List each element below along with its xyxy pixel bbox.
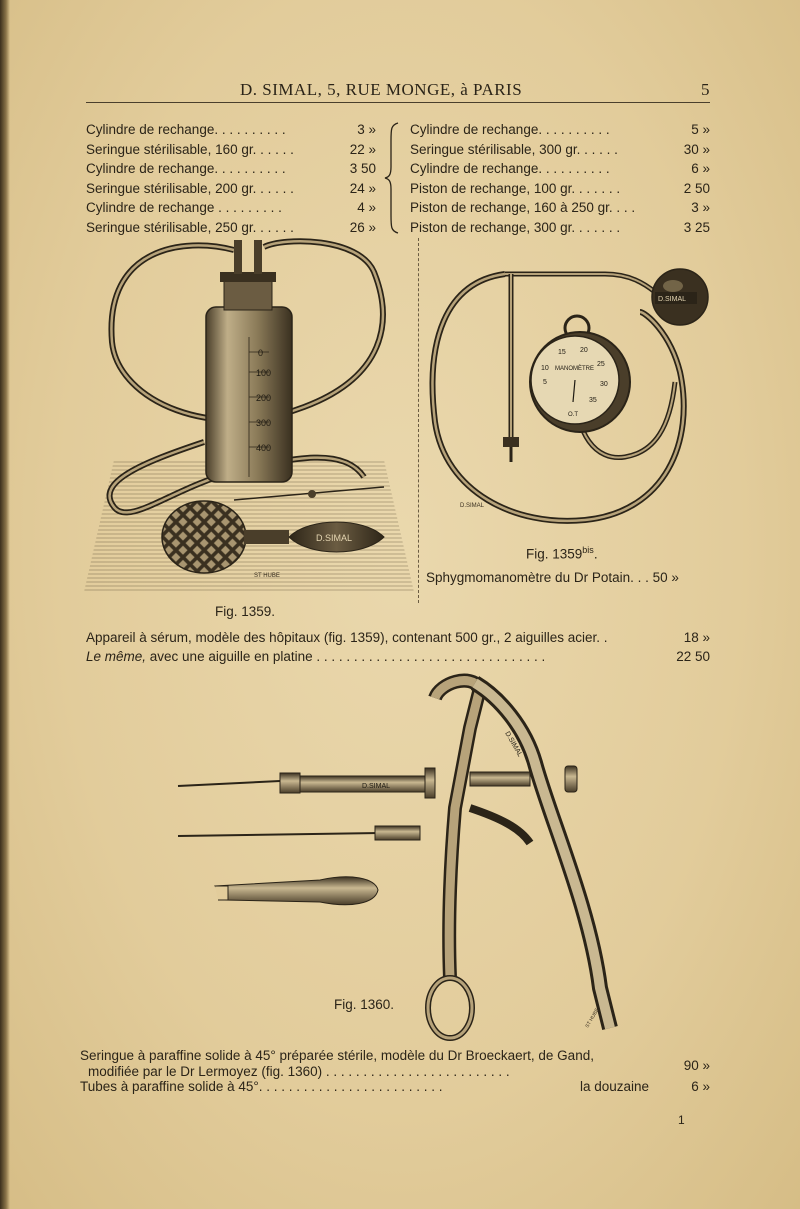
- dial-number: 25: [597, 361, 605, 368]
- header-title: D. SIMAL, 5, RUE MONGE, à PARIS: [240, 80, 523, 99]
- price-row: Cylindre de rechange. . . . . . . . . . 3 »: [86, 122, 376, 137]
- engraver-signature: D.SIMAL: [460, 503, 485, 509]
- bottle-mark: 0: [258, 348, 264, 358]
- dial-number: 15: [558, 349, 566, 356]
- price-row: Piston de rechange, 300 gr. . . . . . . 3 25: [410, 219, 710, 235]
- paraffin-syringe-price: 90 »: [683, 1058, 710, 1073]
- tubes-unit: la douzaine: [580, 1079, 650, 1094]
- price-row: Cylindre de rechange. . . . . . . . . . 6 »: [410, 161, 710, 176]
- price-list-left: [86, 120, 376, 237]
- sphygmomanometer-description: Sphygmomanomètre du Dr Potain. . . 50 »: [426, 570, 679, 585]
- engraver-signature: ST HUBE: [254, 573, 280, 579]
- fig-1360-caption: Fig. 1360.: [334, 997, 395, 1012]
- signature-mark: 1: [678, 1113, 685, 1127]
- dial-number: 35: [589, 397, 597, 404]
- bottle-mark: 200: [256, 393, 272, 403]
- figure-divider: [418, 238, 419, 603]
- appareil-line-2: Le même, avec une aiguille en platine . . . . . . . . . . . . . . . . . . . . . . . . . . . . . . . 22 50: [86, 647, 710, 667]
- dial-number: 5: [543, 379, 547, 386]
- paraffin-syringe-line-1: Seringue à paraffine solide à 45° préparée stérile, modèle du Dr Broeckaert, de Gand,: [80, 1048, 594, 1063]
- price-row: Seringue stérilisable, 250 gr. . . . . . 26 »: [86, 219, 376, 235]
- bulb-brand-label: D.SIMAL: [658, 296, 687, 303]
- dial-foot-label: O.T: [568, 412, 578, 418]
- price-row: Cylindre de rechange. . . . . . . . . . 3 50: [86, 161, 376, 176]
- brace-divider: [383, 121, 405, 235]
- paraffin-syringe-line-2: modifiée par le Dr Lermoyez (fig. 1360) . . . . . . . . . . . . . . . . . . . . . . . . . 90 »: [88, 1058, 710, 1079]
- appareil-price: 18 »: [683, 630, 710, 645]
- fig-1359-caption: Fig. 1359.: [215, 604, 276, 619]
- engraver-signature: ST HUBE: [584, 1007, 601, 1029]
- page-number: 5: [701, 80, 710, 99]
- price-row: Seringue stérilisable, 200 gr. . . . . . 24 »: [86, 180, 376, 196]
- bottle-mark: 100: [256, 368, 272, 378]
- dial-number: 20: [580, 347, 588, 354]
- syringe-brand: D.SIMAL: [362, 783, 391, 790]
- serum-apparatus-illustration: [84, 232, 418, 604]
- price-row: Seringue stérilisable, 300 gr. . . . . . 30 »: [410, 141, 710, 157]
- appareil-platine-price: 22 50: [676, 649, 710, 664]
- price-row: Cylindre de rechange . . . . . . . . . 4 »: [86, 200, 376, 215]
- bottle-mark: 300: [256, 418, 272, 428]
- price-row: Piston de rechange, 100 gr. . . . . . . 2 50: [410, 180, 710, 196]
- sphygmomanometer-illustration: [425, 262, 715, 542]
- price-row: Seringue stérilisable, 160 gr. . . . . . 22 »: [86, 141, 376, 157]
- fig-1359bis-caption: Fig. $1359^{bis}$.: [526, 545, 598, 562]
- paraffin-syringe-illustration: [170, 668, 630, 1043]
- page-header: [90, 80, 710, 102]
- bottle-mark: 400: [256, 443, 272, 453]
- dial-number: 30: [600, 381, 608, 388]
- appareil-line-1: Appareil à sérum, modèle des hôpitaux (fig. 1359), contenant 500 gr., 2 aiguilles acier. . 18 »: [86, 628, 710, 648]
- handle-brand: D.SIMAL: [503, 730, 524, 759]
- tubes-price: 6 »: [691, 1079, 710, 1094]
- price-list-right: [410, 120, 710, 237]
- tubes-line: Tubes à paraffine solide à 45°. . . . . . . . . . . . . . . . . . . . . . . . . la douzaine 6 »: [80, 1077, 710, 1097]
- book-spine-shadow: [0, 0, 10, 1209]
- brand-label: D.SIMAL: [316, 533, 353, 543]
- dial-number: 10: [541, 365, 549, 372]
- dial-label: MANOMÈTRE: [555, 366, 594, 372]
- header-rule: [86, 102, 710, 103]
- price-row: Cylindre de rechange. . . . . . . . . . 5 »: [410, 122, 710, 137]
- price-row: Piston de rechange, 160 à 250 gr. . . . 3 »: [410, 200, 710, 215]
